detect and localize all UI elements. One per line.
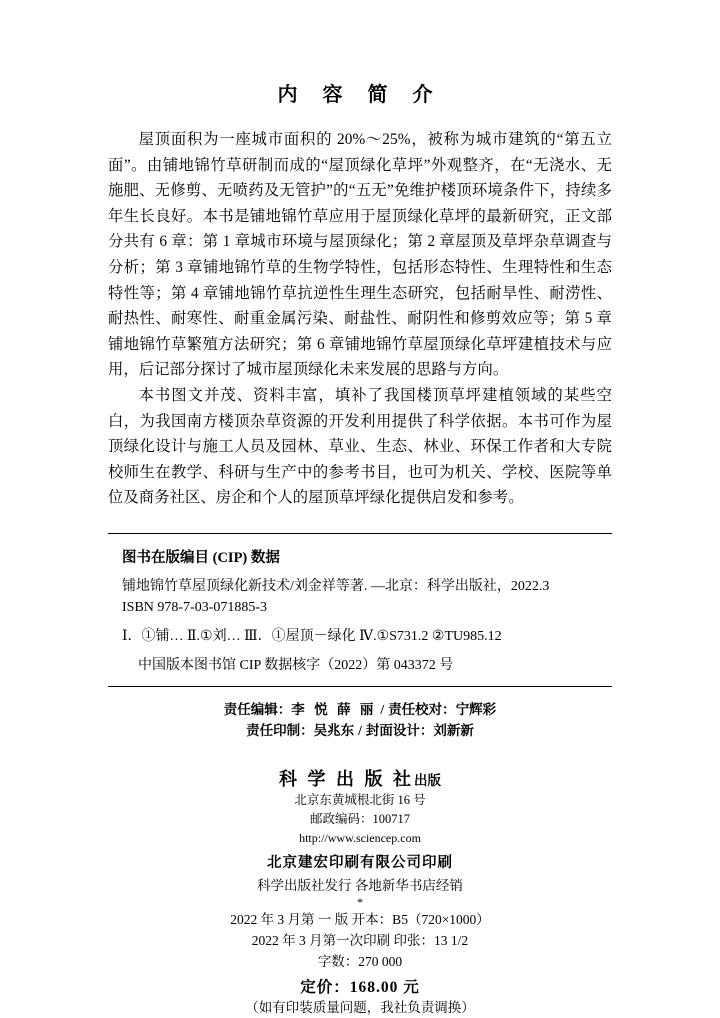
responsible-editor-label: 责任编辑： xyxy=(223,701,292,717)
quality-note: （如有印装质量问题，我社负责调换） xyxy=(245,999,475,1015)
cip-line-classification: Ⅰ．①铺… Ⅱ.①刘… Ⅲ．①屋顶－绿化 Ⅳ.①S731.2 ②TU985.12 xyxy=(122,628,502,644)
price-label: 定价：168.00 元 xyxy=(300,978,420,996)
printing-name: 吴兆东 xyxy=(313,722,355,738)
credits-separator-1: / xyxy=(380,701,385,717)
divider-star: * xyxy=(357,894,363,909)
printer-suffix: 印刷 xyxy=(422,854,453,871)
responsible-editor-names: 李 悦 薛 丽 xyxy=(291,701,377,717)
publisher-name: 科 学 出 版 社 xyxy=(279,768,414,789)
cover-designer-name: 刘新新 xyxy=(433,722,474,738)
cip-spacer-2 xyxy=(108,647,612,655)
distribution-info: 科学出版社发行 各地新华书店经销 xyxy=(257,877,463,893)
impression-info: 2022 年 3 月第一次印刷 印张：13 1/2 xyxy=(251,932,469,948)
cip-line-isbn: ISBN 978-7-03-071885-3 xyxy=(122,599,268,615)
credits-block xyxy=(108,699,612,741)
abstract-paragraph-2: 本书图文并茂、资料丰富，填补了我国楼顶草坪建植领域的某些空白，为我国南方楼顶杂草资源的开发利用提供了科学依据。本书可作为屋顶绿化设计与施工人员及园林、草业、生态、林业、环保工作者和大专院校师生在教学、科研与生产中的参考书目，也可为机关、学校、医院等单位及商务社区、房企和个人的屋顶草坪绿化提供启发和参考。 xyxy=(108,386,612,507)
printer-row xyxy=(108,851,612,872)
credits-separator-2: / xyxy=(358,722,362,738)
proofreader-label: 责任校对： xyxy=(388,701,456,717)
page-title: 内 容 简 介 xyxy=(277,84,443,106)
abstract-section xyxy=(108,127,612,511)
publisher-url[interactable]: http://www.sciencep.com xyxy=(299,830,421,845)
publisher-postcode: 邮政编码：100717 xyxy=(309,811,410,826)
printing-label: 责任印制： xyxy=(246,722,314,738)
publisher-name-suffix: 出版 xyxy=(414,772,441,788)
proofreader-name: 宁辉彩 xyxy=(455,701,497,717)
cover-designer-label: 封面设计： xyxy=(365,722,434,738)
cip-heading: 图书在版编目 (CIP) 数据 xyxy=(122,549,280,566)
cip-line-title: 铺地锦竹草屋顶绿化新技术/刘金祥等著. —北京：科学出版社，2022.3 xyxy=(122,578,550,594)
edition-info: 2022 年 3 月第 一 版 开本：B5（720×1000） xyxy=(230,911,490,927)
cip-line-cataloging-number: 中国版本图书馆 CIP 数据核字（2022）第 043372 号 xyxy=(138,657,454,673)
credits-row-printing xyxy=(108,720,612,741)
credits-row-editor xyxy=(108,699,612,720)
cip-spacer xyxy=(108,618,612,626)
publisher-address: 北京东黄城根北街 16 号 xyxy=(294,792,426,807)
abstract-paragraph-1: 屋顶面积为一座城市面积的 20%～25%，被称为城市建筑的“第五立面”。由铺地锦竹草研制而成的“屋顶绿化草坪”外观整齐，在“无浇水、无施肥、无修剪、无喷药及无管护”的“五无”免维护楼顶环境条件下，持续多年生长良好。本书是铺地锦竹草应用于屋顶绿化草坪的最新研究，正文部分共有 6 章：第 1 章城市环境与屋顶绿化；第 2 章屋顶及草坪杂草调查与分析；第 3 章铺地锦竹草的生物学特性，包括形态特性、生理特性和生态特性等；第 4 章铺地锦竹草抗逆性生理生态研究，包括耐旱性、耐涝性、耐热性、耐寒性、耐重金属污染、耐盐性、耐阴性和修剪效应等；第 5 章铺地锦竹草繁殖方法研究；第 6 章铺地锦竹草屋顶绿化草坪建植技术与应用，后记部分探讨了城市屋顶绿化未来发展的思路与方向。 xyxy=(108,131,612,379)
wordcount-info: 字数：270 000 xyxy=(317,953,403,969)
publisher-block xyxy=(108,765,612,1018)
publisher-name-row xyxy=(108,765,612,791)
cip-block xyxy=(108,533,612,687)
printer-name: 北京建宏印刷有限公司 xyxy=(267,854,422,871)
